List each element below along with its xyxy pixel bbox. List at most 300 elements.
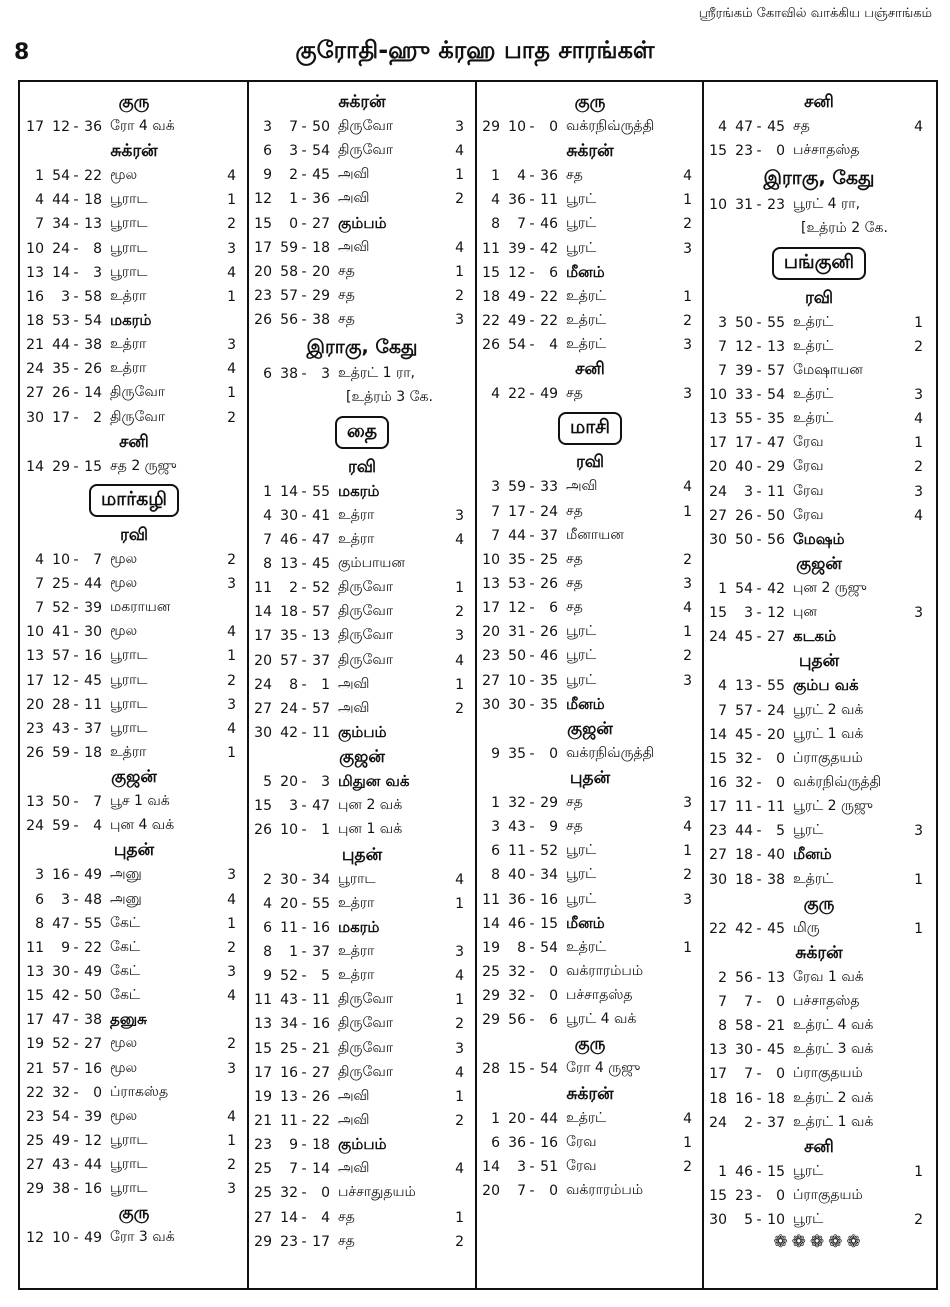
entry-star: அவி: [338, 1111, 370, 1128]
entry-date: 1: [35, 168, 44, 185]
entry-star: உத்ரட்: [793, 386, 834, 403]
entry-pada: 1: [683, 288, 692, 305]
page-number: 8: [14, 40, 30, 65]
entry-separator: -: [529, 1061, 535, 1078]
entry-date: 15: [709, 1187, 727, 1204]
entry-vinazhigai: 57: [312, 604, 330, 621]
entry-vinazhigai: 47: [312, 531, 330, 548]
entry-row: [478, 212, 702, 236]
entry-star: உத்ரட்: [793, 313, 834, 330]
entry-star: பூரட்: [566, 890, 597, 907]
entry-row: [22, 188, 246, 212]
entry-row: [478, 1057, 702, 1081]
entry-date: 3: [263, 119, 272, 136]
entry-star: உத்ரட்: [566, 287, 607, 304]
entry-row: [478, 500, 702, 524]
entry-nazhigai: 58: [735, 1018, 753, 1035]
entry-row: [22, 620, 246, 644]
entry-separator: -: [756, 1042, 762, 1059]
entry-row: [705, 601, 933, 625]
entry-date: 30: [26, 409, 44, 426]
entry-star: பூரட் 2 வக்: [793, 701, 864, 718]
entry-nazhigai: 47: [735, 119, 753, 136]
entry-vinazhigai: 36: [84, 119, 102, 136]
entry-separator: -: [756, 1090, 762, 1107]
entry-separator: -: [73, 1012, 79, 1029]
entry-pada: 1: [683, 843, 692, 860]
entry-vinazhigai: 18: [84, 745, 102, 762]
entry-star: கும்பாயன: [338, 555, 405, 572]
planet-heading: சுக்ரன்: [566, 141, 614, 162]
planet-heading: சுக்ரன்: [795, 942, 843, 963]
entry-separator: -: [529, 1158, 535, 1175]
entry-separator: -: [756, 823, 762, 840]
entry-vinazhigai: 38: [84, 337, 102, 354]
entry-star: ப்ராகுதயம்: [793, 749, 863, 766]
entry-date: 4: [263, 895, 272, 912]
planet-heading: குஜன்: [111, 767, 157, 788]
entry-separator: -: [301, 1064, 307, 1081]
entry-separator: -: [756, 629, 762, 646]
entry-separator: -: [529, 745, 535, 762]
entry-nazhigai: 53: [508, 576, 526, 593]
entry-pada: 1: [455, 676, 464, 693]
entry-nazhigai: 35: [52, 361, 70, 378]
entry-nazhigai: 59: [508, 479, 526, 496]
entry-nazhigai: 13: [735, 678, 753, 695]
entry-pada: 3: [227, 240, 236, 257]
entry-nazhigai: 32: [508, 964, 526, 980]
entry-date: 26: [254, 822, 272, 839]
entry-star: பூராட: [110, 1131, 148, 1148]
entry-star: சத: [566, 794, 583, 811]
entry-separator: -: [301, 215, 307, 232]
entry-separator: -: [301, 895, 307, 912]
entry-pada: 3: [227, 576, 236, 593]
entry-row: [478, 960, 702, 984]
entry-row: [705, 407, 933, 431]
entry-vinazhigai: 55: [767, 678, 785, 695]
entry-nazhigai: 44: [52, 192, 70, 209]
entry-pada: 1: [455, 1209, 464, 1226]
entry-star: உத்ரட்: [793, 337, 834, 354]
entry-star: உத்ரா: [338, 894, 375, 911]
entry-star: அனு: [110, 890, 142, 907]
entry-date: 14: [709, 726, 727, 743]
entry-star: கும்ப வக்: [793, 676, 859, 695]
entry-separator: -: [301, 919, 307, 936]
entry-vinazhigai: 0: [776, 994, 785, 1010]
page-title: குரோதி-ஹு க்ரஹ பாத சாரங்கள்: [295, 36, 655, 64]
entry-row: [705, 480, 933, 504]
entry-row: [250, 988, 474, 1012]
entry-nazhigai: 41: [52, 624, 70, 641]
entry-row: [250, 892, 474, 916]
entry-star: புன 2 ருஜு: [793, 580, 867, 597]
entry-row: [250, 576, 474, 600]
entry-vinazhigai: 10: [767, 1212, 785, 1229]
entry-date: 30: [709, 1212, 727, 1229]
entry-star: உத்ரா: [338, 530, 375, 547]
entry-row: [478, 742, 702, 766]
entry-vinazhigai: 15: [84, 458, 102, 475]
entry-date: 7: [718, 994, 727, 1010]
entry-date: 21: [26, 337, 44, 354]
entry-date: 24: [26, 361, 44, 378]
entry-date: 11: [254, 992, 272, 1009]
entry-pada: 1: [227, 745, 236, 762]
entry-star: அவி: [338, 1160, 370, 1177]
entry-separator: -: [301, 968, 307, 985]
entry-star: உத்ரா: [110, 360, 147, 377]
entry-pada: 1: [914, 920, 923, 937]
entry-star: உத்ரட்: [566, 312, 607, 329]
entry-separator: -: [301, 774, 307, 791]
entry-separator: -: [529, 313, 535, 330]
entry-separator: -: [73, 1060, 79, 1077]
planet-heading: சனி: [575, 359, 605, 380]
entry-star: பூராட: [110, 1156, 148, 1173]
entry-separator: -: [301, 263, 307, 280]
entry-row: [250, 770, 474, 794]
entry-pada: 4: [914, 507, 923, 524]
entry-star: ரேவ 1 வக்: [793, 968, 864, 985]
entry-date: 6: [491, 1134, 500, 1151]
entry-date: 17: [709, 799, 727, 816]
entry-separator: -: [301, 143, 307, 160]
entry-vinazhigai: 50: [767, 507, 785, 524]
entry-separator: -: [529, 1012, 535, 1029]
entry-star: சத: [566, 385, 583, 402]
entry-separator: -: [73, 915, 79, 932]
entry-pada: 4: [455, 1064, 464, 1081]
entry-nazhigai: 57: [280, 652, 298, 669]
entry-star: புன 4 வக்: [110, 817, 175, 834]
entry-vinazhigai: 49: [540, 386, 558, 403]
entry-star: உத்ரட்: [566, 336, 607, 353]
entry-date: 22: [709, 920, 727, 937]
entry-vinazhigai: 37: [312, 652, 330, 669]
entry-nazhigai: 2: [744, 1114, 753, 1131]
entry-vinazhigai: 20: [312, 263, 330, 280]
entry-pada: 1: [455, 580, 464, 597]
entry-row: [22, 936, 246, 960]
entry-star: கேட்: [110, 938, 141, 955]
entry-date: 3: [718, 314, 727, 331]
entry-star: ரேவ: [793, 506, 824, 523]
entry-date: 3: [491, 479, 500, 496]
entry-separator: -: [529, 240, 535, 257]
entry-vinazhigai: 4: [549, 337, 558, 354]
entry-star: அவி: [566, 478, 598, 495]
entry-star: மீனம்: [793, 845, 832, 864]
entry-separator: -: [301, 725, 307, 742]
entry-star: அவி: [338, 675, 370, 692]
entry-note: [உத்ரம் 3 கே.: [346, 389, 433, 406]
entry-vinazhigai: 26: [84, 361, 102, 378]
entry-star: அவி: [338, 1087, 370, 1104]
entry-separator: -: [73, 192, 79, 209]
entry-vinazhigai: 38: [312, 312, 330, 329]
entry-star: பூராட: [338, 870, 376, 887]
entry-row: [250, 1157, 474, 1181]
entry-pada: 2: [683, 216, 692, 233]
entry-pada: 2: [227, 672, 236, 689]
entry-pada: 4: [227, 624, 236, 641]
entry-vinazhigai: 35: [540, 696, 558, 713]
entry-row: [478, 1131, 702, 1155]
entry-vinazhigai: 22: [540, 288, 558, 305]
entry-separator: -: [73, 1230, 79, 1247]
entry-vinazhigai: 57: [312, 700, 330, 717]
planet-heading: இராகு, கேது: [763, 167, 875, 190]
entry-row: [705, 723, 933, 747]
entry-separator: -: [756, 1066, 762, 1083]
entry-star: புன: [793, 604, 817, 621]
entry-row: [705, 193, 933, 217]
entry-nazhigai: 49: [508, 288, 526, 305]
entry-vinazhigai: 39: [84, 600, 102, 617]
entry-row: [250, 212, 474, 236]
entry-separator: -: [73, 576, 79, 593]
entry-pada: 2: [914, 338, 923, 355]
entry-nazhigai: 50: [52, 794, 70, 811]
entry-row: [22, 1177, 246, 1201]
entry-star: ரேவ: [566, 1157, 597, 1174]
entry-vinazhigai: 27: [312, 1064, 330, 1081]
entry-nazhigai: 3: [289, 798, 298, 815]
entry-nazhigai: 32: [52, 1084, 70, 1101]
entry-star: உத்ரா: [110, 744, 147, 761]
entry-row: [705, 115, 933, 139]
entry-separator: -: [756, 197, 762, 214]
entry-row: [705, 1014, 933, 1038]
entry-separator: -: [73, 168, 79, 185]
entry-row: [478, 1008, 702, 1032]
entry-nazhigai: 38: [52, 1181, 70, 1198]
entry-nazhigai: 33: [735, 387, 753, 404]
entry-separator: -: [529, 867, 535, 884]
entry-date: 17: [709, 435, 727, 452]
month-heading: [478, 406, 702, 450]
entry-separator: -: [529, 576, 535, 593]
planet-heading: சனி: [119, 431, 149, 452]
entry-vinazhigai: 49: [84, 964, 102, 980]
entry-row: [22, 455, 246, 479]
entry-vinazhigai: 44: [84, 1157, 102, 1174]
entry-nazhigai: 36: [508, 192, 526, 209]
entry-row: [478, 524, 702, 548]
entry-separator: -: [529, 795, 535, 812]
entry-vinazhigai: 11: [540, 192, 558, 209]
entry-date: 7: [491, 503, 500, 520]
entry-nazhigai: 42: [52, 988, 70, 1005]
entry-star: சத: [566, 502, 583, 519]
entry-vinazhigai: 27: [767, 629, 785, 646]
entry-row: [478, 644, 702, 668]
entry-vinazhigai: 45: [84, 672, 102, 689]
entry-nazhigai: 12: [52, 672, 70, 689]
planet-heading: சுக்ரன்: [338, 92, 386, 112]
entry-date: 15: [254, 215, 272, 232]
entry-date: 21: [26, 1060, 44, 1077]
entry-separator: -: [529, 672, 535, 689]
entry-vinazhigai: 3: [321, 366, 330, 383]
entry-vinazhigai: 0: [549, 1182, 558, 1199]
entry-vinazhigai: 4: [93, 818, 102, 835]
entry-nazhigai: 52: [52, 1036, 70, 1053]
entry-star: பூராட: [110, 215, 148, 232]
entry-vinazhigai: 16: [540, 1134, 558, 1151]
entry-vinazhigai: 34: [540, 867, 558, 884]
entry-pada: 1: [455, 167, 464, 184]
entry-vinazhigai: 58: [84, 288, 102, 305]
entry-row: [705, 674, 933, 698]
entry-vinazhigai: 0: [776, 1187, 785, 1204]
entry-row: [250, 1085, 474, 1109]
entry-star: கடகம்: [793, 627, 837, 646]
entry-separator: -: [301, 822, 307, 839]
entry-nazhigai: 32: [735, 775, 753, 792]
entry-date: 30: [709, 531, 727, 548]
entry-separator: -: [301, 1233, 307, 1250]
entry-star: உத்ரட் 1 வக்: [793, 1113, 874, 1130]
entry-vinazhigai: 2: [93, 409, 102, 426]
entry-pada: 4: [455, 968, 464, 985]
entry-separator: -: [756, 702, 762, 719]
entry-nazhigai: 32: [508, 988, 526, 1005]
entry-date: 13: [26, 964, 44, 980]
entry-row: [22, 1032, 246, 1056]
entry-date: 22: [26, 1084, 44, 1101]
entry-row: [478, 912, 702, 936]
entry-row: [22, 548, 246, 572]
entry-row: [478, 693, 702, 717]
entry-nazhigai: 10: [280, 822, 298, 839]
entry-separator: -: [756, 411, 762, 428]
entry-vinazhigai: 48: [84, 891, 102, 908]
entry-separator: -: [756, 847, 762, 864]
entry-separator: -: [301, 580, 307, 597]
entry-row: [22, 814, 246, 838]
entry-separator: -: [73, 988, 79, 1005]
entry-row: [250, 818, 474, 842]
entry-pada: 3: [455, 312, 464, 329]
entry-row: [22, 790, 246, 814]
entry-vinazhigai: 16: [84, 1060, 102, 1077]
entry-nazhigai: 24: [52, 240, 70, 257]
entry-vinazhigai: 11: [767, 799, 785, 816]
entry-date: 10: [26, 240, 44, 257]
entry-pada: 4: [683, 1110, 692, 1127]
entry-star: சத 2 ருஜு: [110, 457, 177, 474]
entry-nazhigai: 13: [280, 1088, 298, 1105]
entry-date: 20: [482, 1182, 500, 1199]
entry-row: [22, 212, 246, 236]
entry-row: [478, 333, 702, 357]
entry-nazhigai: 44: [735, 823, 753, 840]
entry-row: [250, 236, 474, 260]
entry-star: வக்ரநிவ்ருத்தி: [566, 118, 655, 135]
entry-date: 29: [482, 119, 500, 136]
entry-separator: -: [301, 871, 307, 888]
entry-nazhigai: 57: [735, 702, 753, 719]
entry-star: பச்சாதஸ்த: [793, 142, 860, 159]
entry-pada: 2: [455, 604, 464, 621]
entry-vinazhigai: 5: [776, 823, 785, 840]
entry-date: 24: [709, 629, 727, 646]
entry-pada: 3: [683, 240, 692, 257]
entry-row: [22, 741, 246, 765]
entry-nazhigai: 59: [52, 818, 70, 835]
entry-nazhigai: 30: [280, 507, 298, 524]
entry-separator: -: [756, 1187, 762, 1204]
entry-nazhigai: 3: [744, 605, 753, 622]
entry-star: அவி: [338, 238, 370, 255]
entry-row: [478, 1179, 702, 1203]
entry-nazhigai: 30: [52, 964, 70, 980]
entry-star: திருவோ: [338, 603, 394, 620]
entry-nazhigai: 57: [52, 1060, 70, 1077]
entry-star: வக்ராரம்பம்: [566, 963, 644, 979]
entry-nazhigai: 24: [280, 700, 298, 717]
entry-date: 23: [254, 288, 272, 305]
entry-nazhigai: 34: [52, 216, 70, 233]
entry-date: 4: [718, 678, 727, 695]
entry-date: 13: [709, 1042, 727, 1059]
entry-row: [22, 164, 246, 188]
entry-pada: 3: [227, 867, 236, 884]
entry-pada: 1: [914, 871, 923, 888]
entry-vinazhigai: 5: [321, 968, 330, 985]
entry-separator: -: [73, 385, 79, 402]
entry-date: 26: [26, 745, 44, 762]
entry-vinazhigai: 7: [93, 794, 102, 811]
entry-vinazhigai: 50: [312, 119, 330, 136]
entry-date: 15: [254, 798, 272, 815]
entry-date: 18: [26, 313, 44, 330]
entry-nazhigai: 46: [735, 1163, 753, 1180]
entry-nazhigai: 38: [280, 366, 298, 383]
entry-star: திருவோ: [110, 408, 166, 425]
entry-vinazhigai: 6: [549, 1012, 558, 1029]
entry-row: [22, 333, 246, 357]
entry-date: 24: [709, 1114, 727, 1131]
entry-nazhigai: 12: [735, 338, 753, 355]
entry-star: உத்ரா: [338, 943, 375, 959]
entry-pada: 3: [227, 337, 236, 354]
entry-nazhigai: 10: [508, 672, 526, 689]
entry-star: ப்ராகஸ்த: [110, 1083, 169, 1100]
entry-row: [478, 936, 702, 960]
entry-vinazhigai: 50: [84, 988, 102, 1005]
entry-separator: -: [73, 1036, 79, 1053]
entry-nazhigai: 39: [735, 362, 753, 379]
entry-star: பூரட்: [566, 866, 597, 883]
entry-star: சத: [793, 118, 810, 135]
entry-separator: -: [529, 503, 535, 520]
entry-row: [250, 1037, 474, 1061]
entry-separator: -: [756, 314, 762, 331]
entry-pada: 4: [914, 411, 923, 428]
entry-separator: -: [529, 696, 535, 713]
entry-nazhigai: 47: [52, 915, 70, 932]
entry-date: 6: [263, 919, 272, 936]
entry-separator: -: [301, 944, 307, 960]
entry-separator: -: [529, 168, 535, 185]
entry-date: 8: [491, 867, 500, 884]
entry-separator: -: [529, 479, 535, 496]
